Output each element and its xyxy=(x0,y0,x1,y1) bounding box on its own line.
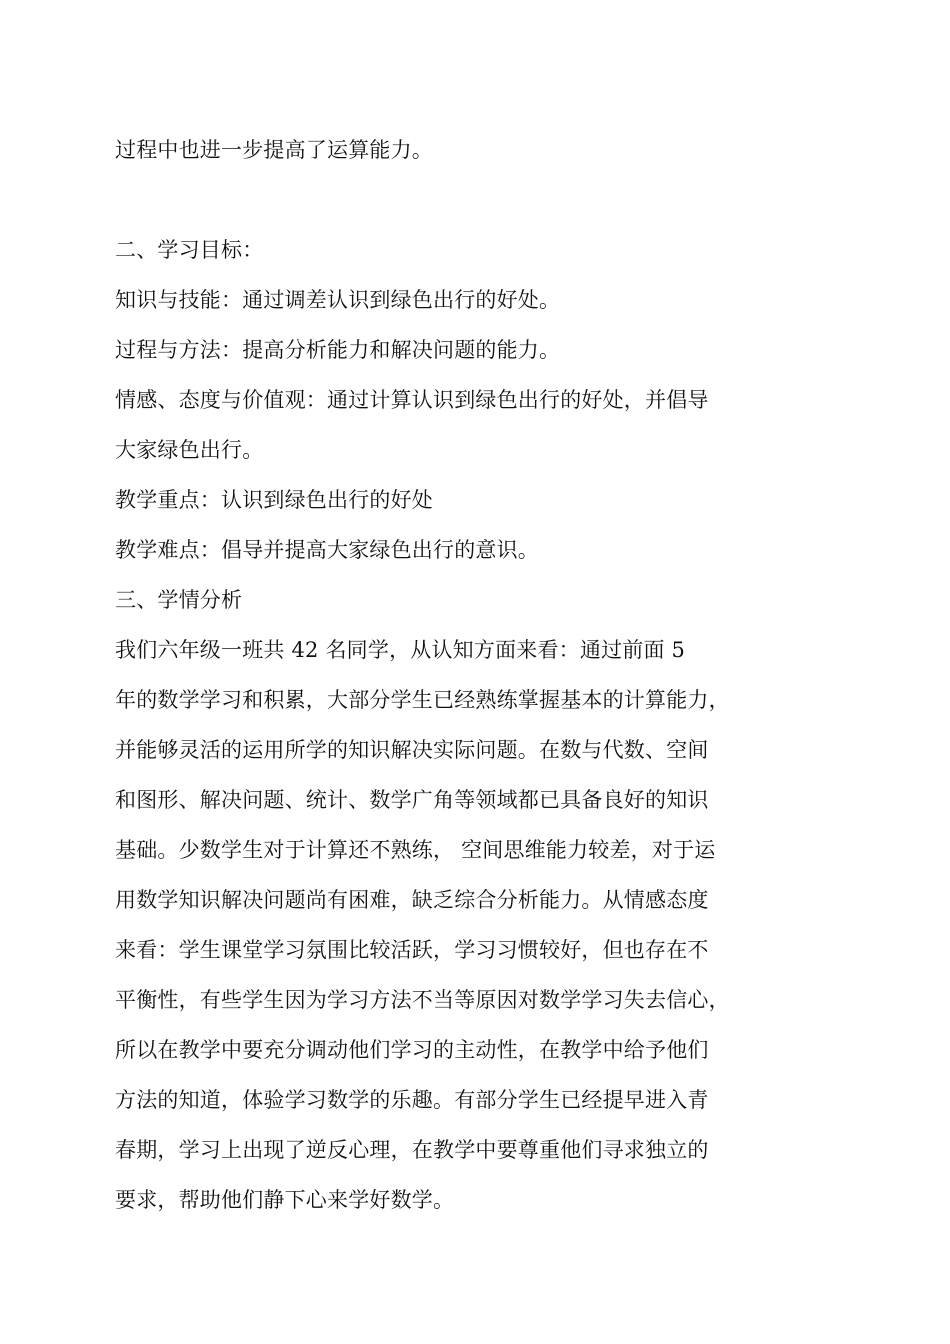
text-line: 过程与方法：提高分析能力和解决问题的能力。 xyxy=(115,338,561,362)
text-line: 并能够灵活的运用所学的知识解决实际问题。在数与代数、空间 xyxy=(115,738,709,762)
text-line: 情感、态度与价值观：通过计算认识到绿色出行的好处，并倡导 xyxy=(115,388,709,412)
text-line: 大家绿色出行。 xyxy=(115,438,264,462)
text-line: 方法的知道，体验学习数学的乐趣。有部分学生已经提早进入青 xyxy=(115,1088,709,1112)
text-line: 要求，帮助他们静下心来学好数学。 xyxy=(115,1188,455,1212)
text-line: 所以在教学中要充分调动他们学习的主动性，在教学中给予他们 xyxy=(115,1038,709,1062)
text-line: 平衡性，有些学生因为学习方法不当等原因对数学学习失去信心， xyxy=(115,988,730,1012)
text-line: 年的数学学习和积累，大部分学生已经熟练掌握基本的计算能力， xyxy=(115,688,730,712)
section-heading: 二、学习目标： xyxy=(115,238,264,262)
text-line: 过程中也进一步提高了运算能力。 xyxy=(115,138,433,162)
text-line: 来看：学生课堂学习氛围比较活跃，学习习惯较好，但也存在不 xyxy=(115,938,709,962)
text-line: 知识与技能：通过调差认识到绿色出行的好处。 xyxy=(115,288,561,312)
text-line: 和图形、解决问题、统计、数学广角等领域都已具备良好的知识 xyxy=(115,788,709,812)
text-line: 教学难点：倡导并提高大家绿色出行的意识。 xyxy=(115,538,539,562)
text-line: 春期，学习上出现了逆反心理，在教学中要尊重他们寻求独立的 xyxy=(115,1138,709,1162)
text-line: 教学重点：认识到绿色出行的好处 xyxy=(115,488,433,512)
text-line: 用数学知识解决问题尚有困难，缺乏综合分析能力。从情感态度 xyxy=(115,888,709,912)
text-line: 我们六年级一班共 42 名同学，从认知方面来看：通过前面 5 xyxy=(115,638,686,662)
text-line: 基础。少数学生对于计算还不熟练， 空间思维能力较差，对于运 xyxy=(115,838,716,862)
section-heading: 三、学情分析 xyxy=(115,588,243,612)
